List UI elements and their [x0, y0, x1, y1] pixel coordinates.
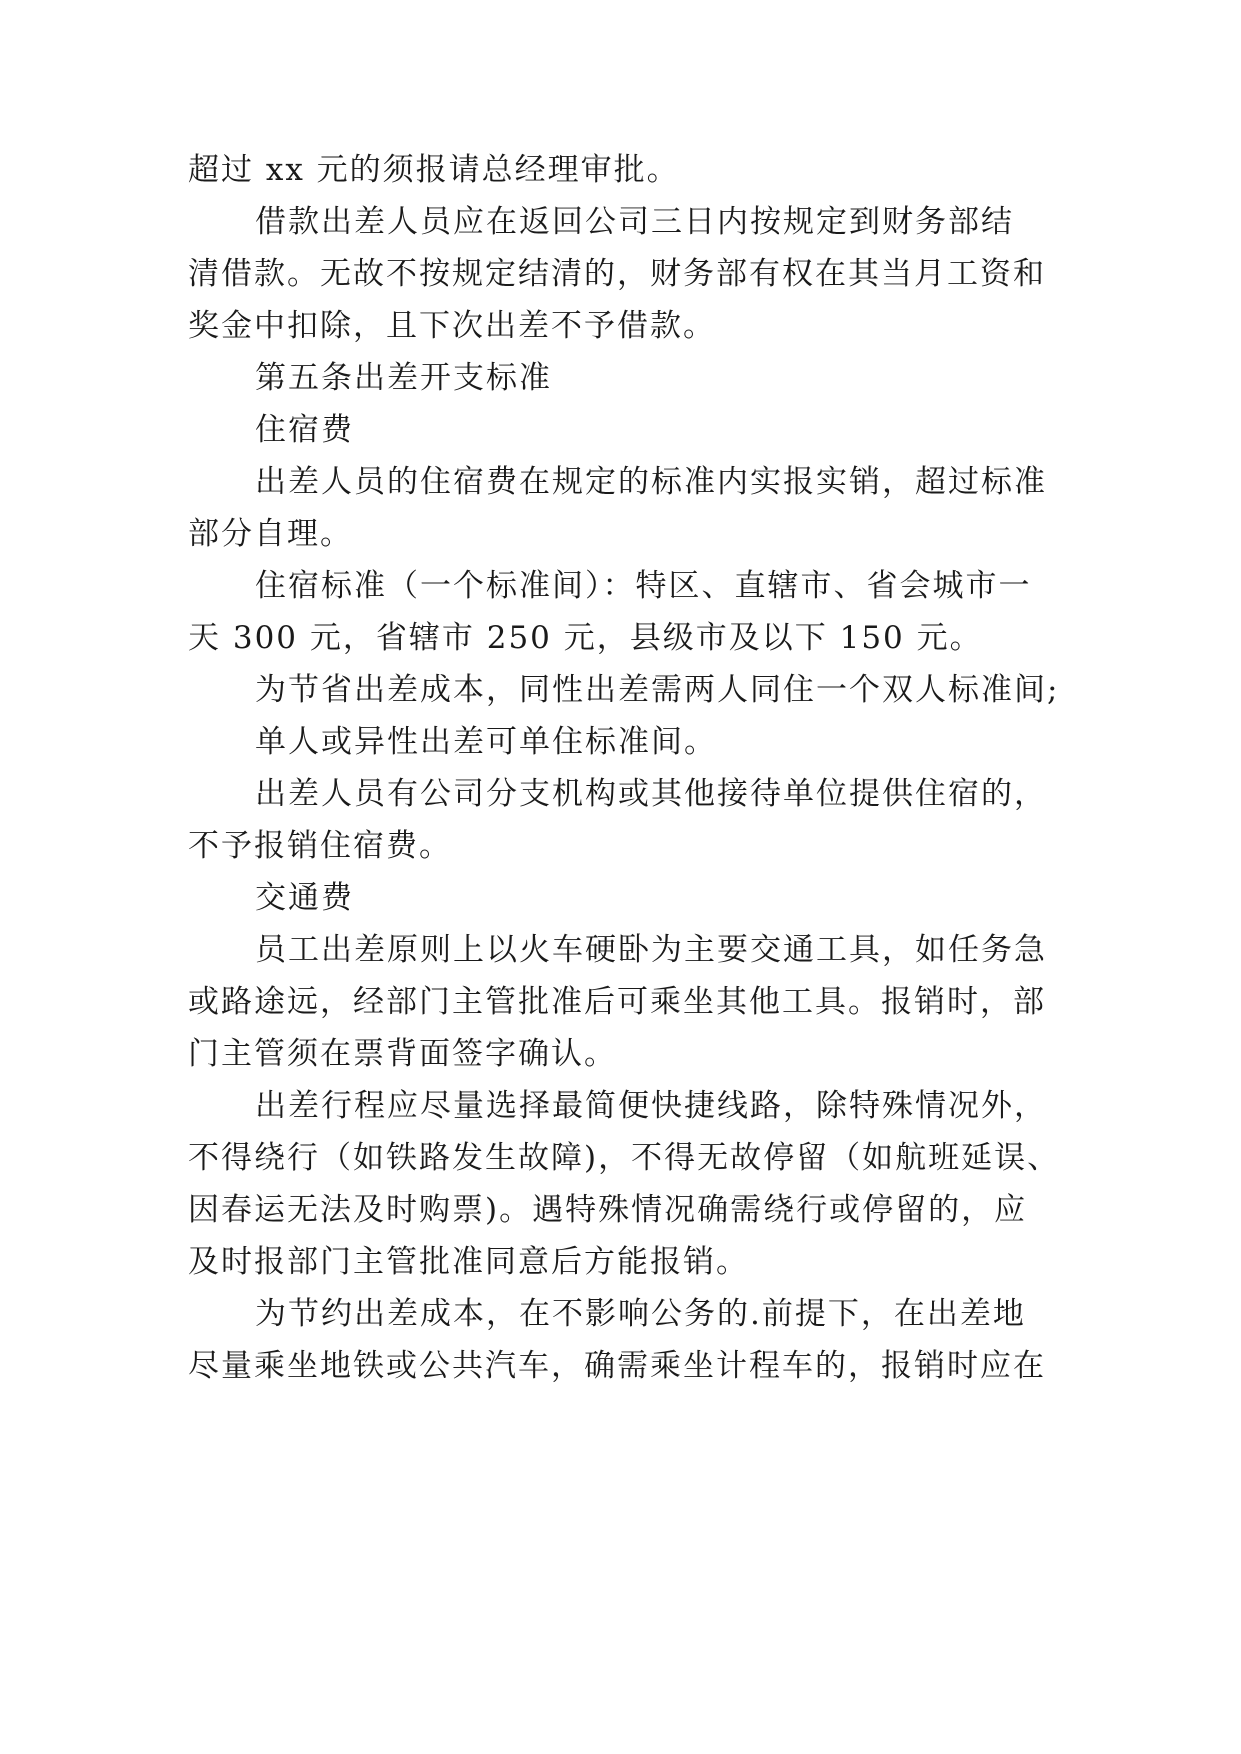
text-line: 不予报销住宿费。: [188, 828, 452, 864]
text-line: 清借款。无故不按规定结清的，财务部有权在其当月工资和: [188, 256, 1046, 292]
text-line: 为节约出差成本，在不影响公务的.前提下，在出差地: [255, 1296, 1026, 1332]
text-line: 出差人员的住宿费在规定的标准内实报实销，超过标准: [255, 464, 1047, 500]
text-line: 或路途远，经部门主管批准后可乘坐其他工具。报销时，部: [188, 984, 1046, 1020]
section-heading: 第五条出差开支标准: [255, 360, 552, 396]
text-line: 因春运无法及时购票)。遇特殊情况确需绕行或停留的，应: [188, 1192, 1028, 1228]
text-line: 天 300 元，省辖市 250 元，县级市及以下 150 元。: [188, 620, 983, 656]
subsection-heading: 交通费: [255, 880, 354, 916]
text-line: 尽量乘坐地铁或公共汽车，确需乘坐计程车的，报销时应在: [188, 1348, 1046, 1384]
text-line: 住宿标准（一个标准间）：特区、直辖市、省会城市一: [255, 568, 1032, 604]
text-line: 及时报部门主管批准同意后方能报销。: [188, 1244, 749, 1280]
subsection-heading: 住宿费: [255, 412, 354, 448]
text-line: 奖金中扣除，且下次出差不予借款。: [188, 308, 716, 344]
text-line: 不得绕行（如铁路发生故障)，不得无故停留（如航班延误、: [188, 1140, 1061, 1176]
text-line: 出差人员有公司分支机构或其他接待单位提供住宿的，: [255, 776, 1047, 812]
text-line: 超过 xx 元的须报请总经理审批。: [188, 152, 680, 188]
text-line: 为节省出差成本，同性出差需两人同住一个双人标准间;: [255, 672, 1060, 708]
text-line: 出差行程应尽量选择最简便快捷线路，除特殊情况外，: [255, 1088, 1047, 1124]
text-line: 员工出差原则上以火车硬卧为主要交通工具，如任务急: [255, 932, 1047, 968]
text-line: 单人或异性出差可单住标准间。: [255, 724, 717, 760]
text-line: 部分自理。: [188, 516, 353, 552]
text-line: 门主管须在票背面签字确认。: [188, 1036, 617, 1072]
text-line: 借款出差人员应在返回公司三日内按规定到财务部结: [255, 204, 1014, 240]
